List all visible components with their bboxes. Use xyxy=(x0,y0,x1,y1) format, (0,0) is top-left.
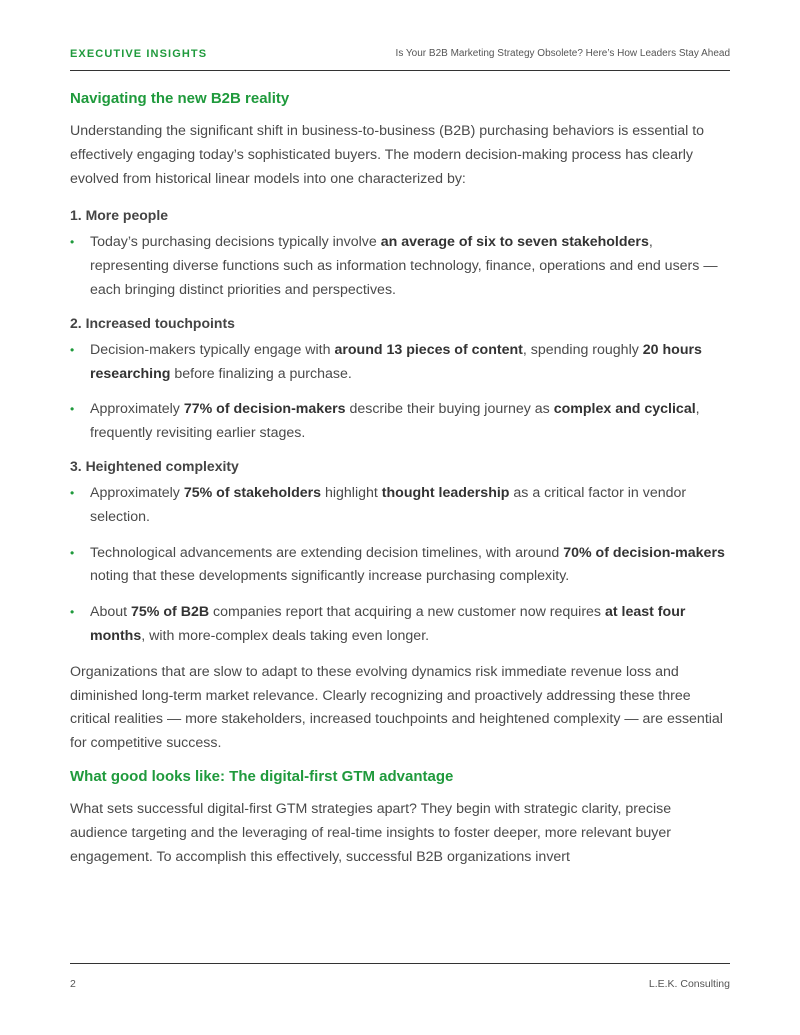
bullet-item xyxy=(70,398,730,446)
bullet-dot-icon: • xyxy=(70,342,75,357)
footer-company: L.E.K. Consulting xyxy=(648,978,730,990)
emphasis-text: 20 hours researching xyxy=(90,341,702,382)
footer-divider xyxy=(70,963,730,964)
bullet-text: Today’s purchasing decisions typically involve xyxy=(90,234,381,251)
bullet-dot-icon: • xyxy=(70,485,75,500)
bullet-item xyxy=(70,231,730,302)
bullet-list xyxy=(70,339,730,446)
bullet-list xyxy=(70,482,730,649)
section-label: EXECUTIVE INSIGHTS xyxy=(70,48,208,60)
bullet-text: , frequently revisiting earlier stages. xyxy=(90,401,700,442)
emphasis-text: complex and cyclical xyxy=(553,401,696,418)
subsection-title: 1. More people xyxy=(70,207,169,224)
bullet-text: , with more-complex deals taking even longer. xyxy=(141,627,430,644)
bullet-text: Approximately xyxy=(90,484,184,501)
bullet-dot-icon: • xyxy=(70,235,75,250)
page-header xyxy=(70,48,730,71)
bullet-item xyxy=(70,601,730,649)
section-heading: Navigating the new B2B reality xyxy=(70,90,290,107)
bullet-text: companies report that acquiring a new customer now requires xyxy=(209,604,605,621)
bullet-list xyxy=(70,231,730,302)
bullet-item xyxy=(70,482,730,530)
emphasis-text: an average of six to seven stakeholders xyxy=(380,234,649,251)
main-content xyxy=(70,90,730,869)
bullet-text: describe their buying journey as xyxy=(345,401,554,418)
bullet-text: noting that these developments significantly increase purchasing complexity. xyxy=(90,568,570,585)
bullet-text: , representing diverse functions such as information technology, finance, operations and end users — each bringing distinct priorities and perspectives. xyxy=(90,234,718,298)
bullet-dot-icon: • xyxy=(70,402,75,417)
bullet-text: as a critical factor in vendor selection. xyxy=(90,484,687,525)
emphasis-text: 75% of B2B xyxy=(131,604,210,621)
bullet-text: About xyxy=(90,604,132,621)
emphasis-text: at least four months xyxy=(90,604,686,644)
bullet-item xyxy=(70,339,730,387)
emphasis-text: thought leadership xyxy=(381,484,510,501)
subsections-list xyxy=(70,207,730,648)
bullet-text: Approximately xyxy=(90,401,184,418)
bullet-text: highlight xyxy=(321,484,382,501)
bullet-text: , spending roughly xyxy=(522,341,643,358)
section-heading-2: What good looks like: The digital-first GTM advantage xyxy=(70,767,454,785)
section2-paragraph: What sets successful digital-first GTM strategies apart? They begin with strategic clarity, precise audience targeting and the leveraging of real-time insights to foster deeper, more relevant buyer engagement. To accomplish this effectively, successful B2B organizations invert xyxy=(70,800,672,865)
bullet-item xyxy=(70,542,730,590)
document-title: Is Your B2B Marketing Strategy Obsolete? Here’s How Leaders Stay Ahead xyxy=(395,48,730,59)
bullet-text: before finalizing a purchase. xyxy=(170,365,352,382)
page-number: 2 xyxy=(70,978,76,990)
bullet-dot-icon: • xyxy=(70,545,75,560)
closing-paragraph: Organizations that are slow to adapt to these evolving dynamics risk immediate revenue loss and diminished long-term market relevance. Clearly recognizing and proactively addressing these three critical realities — more stakeholders, increased touchpoints and heightened complexity — are essential for competitive success. xyxy=(70,663,723,752)
intro-paragraph: Understanding the significant shift in business-to-business (B2B) purchasing behaviors is essential to effectively engaging today’s sophisticated buyers. The modern decision-making process has clearly evolved from historical linear models into one characterized by: xyxy=(70,123,705,187)
bullet-dot-icon: • xyxy=(70,605,75,620)
bullet-text: Decision-makers typically engage with xyxy=(90,341,335,358)
emphasis-text: 70% of decision-makers xyxy=(563,544,725,561)
bullet-text: Technological advancements are extending decision timelines, with around xyxy=(90,544,564,561)
emphasis-text: around 13 pieces of content xyxy=(334,341,523,358)
emphasis-text: 77% of decision-makers xyxy=(183,401,346,418)
subsection-title: 3. Heightened complexity xyxy=(70,457,239,474)
subsection-title: 2. Increased touchpoints xyxy=(70,314,235,331)
emphasis-text: 75% of stakeholders xyxy=(183,484,322,501)
